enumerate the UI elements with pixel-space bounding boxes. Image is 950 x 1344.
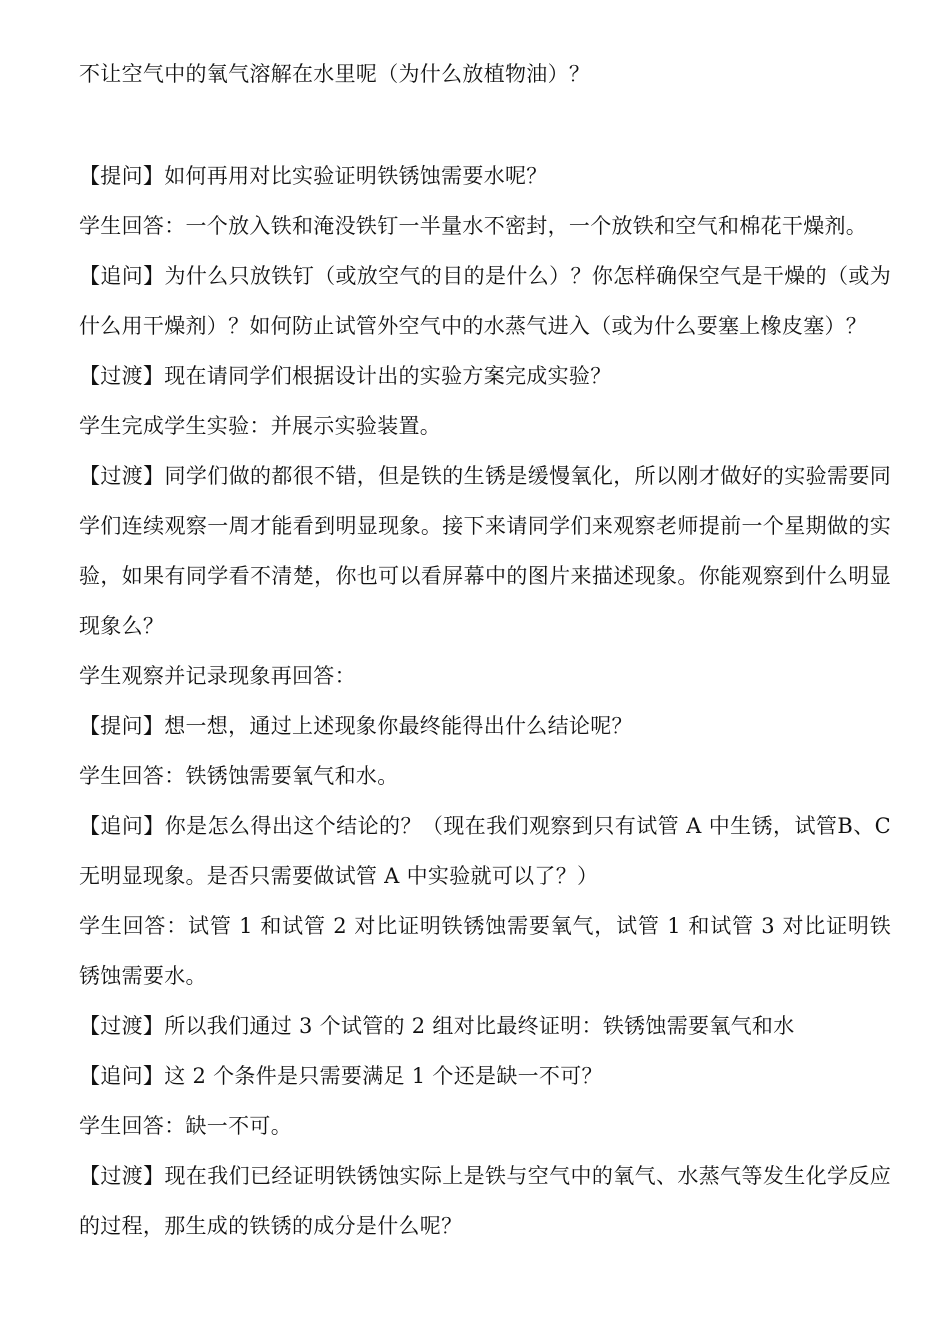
paragraph-continuation: 不让空气中的氧气溶解在水里呢（为什么放植物油）？ — [79, 62, 591, 86]
paragraph-transition: 【过渡】现在请同学们根据设计出的实验方案完成实验？ — [79, 364, 612, 388]
paragraph-student-answer: 学生回答：一个放入铁和淹没铁钉一半量水不密封，一个放铁和空气和棉花干燥剂。 — [79, 214, 868, 238]
blank-line — [79, 99, 891, 151]
paragraph-question: 【提问】如何再用对比实验证明铁锈蚀需要水呢？ — [79, 164, 548, 188]
paragraph-student-answer: 学生回答：缺一不可。 — [79, 1114, 292, 1138]
paragraph-transition: 【过渡】所以我们通过 3 个试管的 2 组对比最终证明：铁锈蚀需要氧气和水 — [79, 1014, 795, 1038]
paragraph-follow-up: 【追问】为什么只放铁钉（或放空气的目的是什么）？你怎样确保空气是干燥的（或为什么用干燥剂）？如何防止试管外空气中的水蒸气进入（或为什么要塞上橡皮塞）？ — [79, 264, 891, 338]
paragraph-student-experiment: 学生完成学生实验：并展示实验装置。 — [79, 414, 442, 438]
paragraph-follow-up: 【追问】这 2 个条件是只需要满足 1 个还是缺一不可？ — [79, 1064, 603, 1088]
paragraph-question: 【提问】想一想，通过上述现象你最终能得出什么结论呢？ — [79, 714, 633, 738]
paragraph-student-observe: 学生观察并记录现象再回答： — [79, 664, 356, 688]
paragraph-transition: 【过渡】同学们做的都很不错，但是铁的生锈是缓慢氧化，所以刚才做好的实验需要同学们连续观察一周才能看到明显现象。接下来请同学们来观察老师提前一个星期做的实验，如果有同学看不清楚，你也可以看屏幕中的图片来描述现象。你能观察到什么明显现象么？ — [79, 464, 891, 638]
paragraph-student-answer: 学生回答：铁锈蚀需要氧气和水。 — [79, 764, 399, 788]
paragraph-follow-up: 【追问】你是怎么得出这个结论的？（现在我们观察到只有试管 A 中生锈，试管B、C 无明显现象。是否只需要做试管 A 中实验就可以了？） — [79, 814, 891, 888]
document-page — [79, 49, 891, 1251]
paragraph-transition: 【过渡】现在我们已经证明铁锈蚀实际上是铁与空气中的氧气、水蒸气等发生化学反应的过程，那生成的铁锈的成分是什么呢？ — [79, 1164, 891, 1238]
paragraph-student-answer: 学生回答：试管 1 和试管 2 对比证明铁锈蚀需要氧气，试管 1 和试管 3 对比证明铁锈蚀需要水。 — [79, 914, 891, 988]
